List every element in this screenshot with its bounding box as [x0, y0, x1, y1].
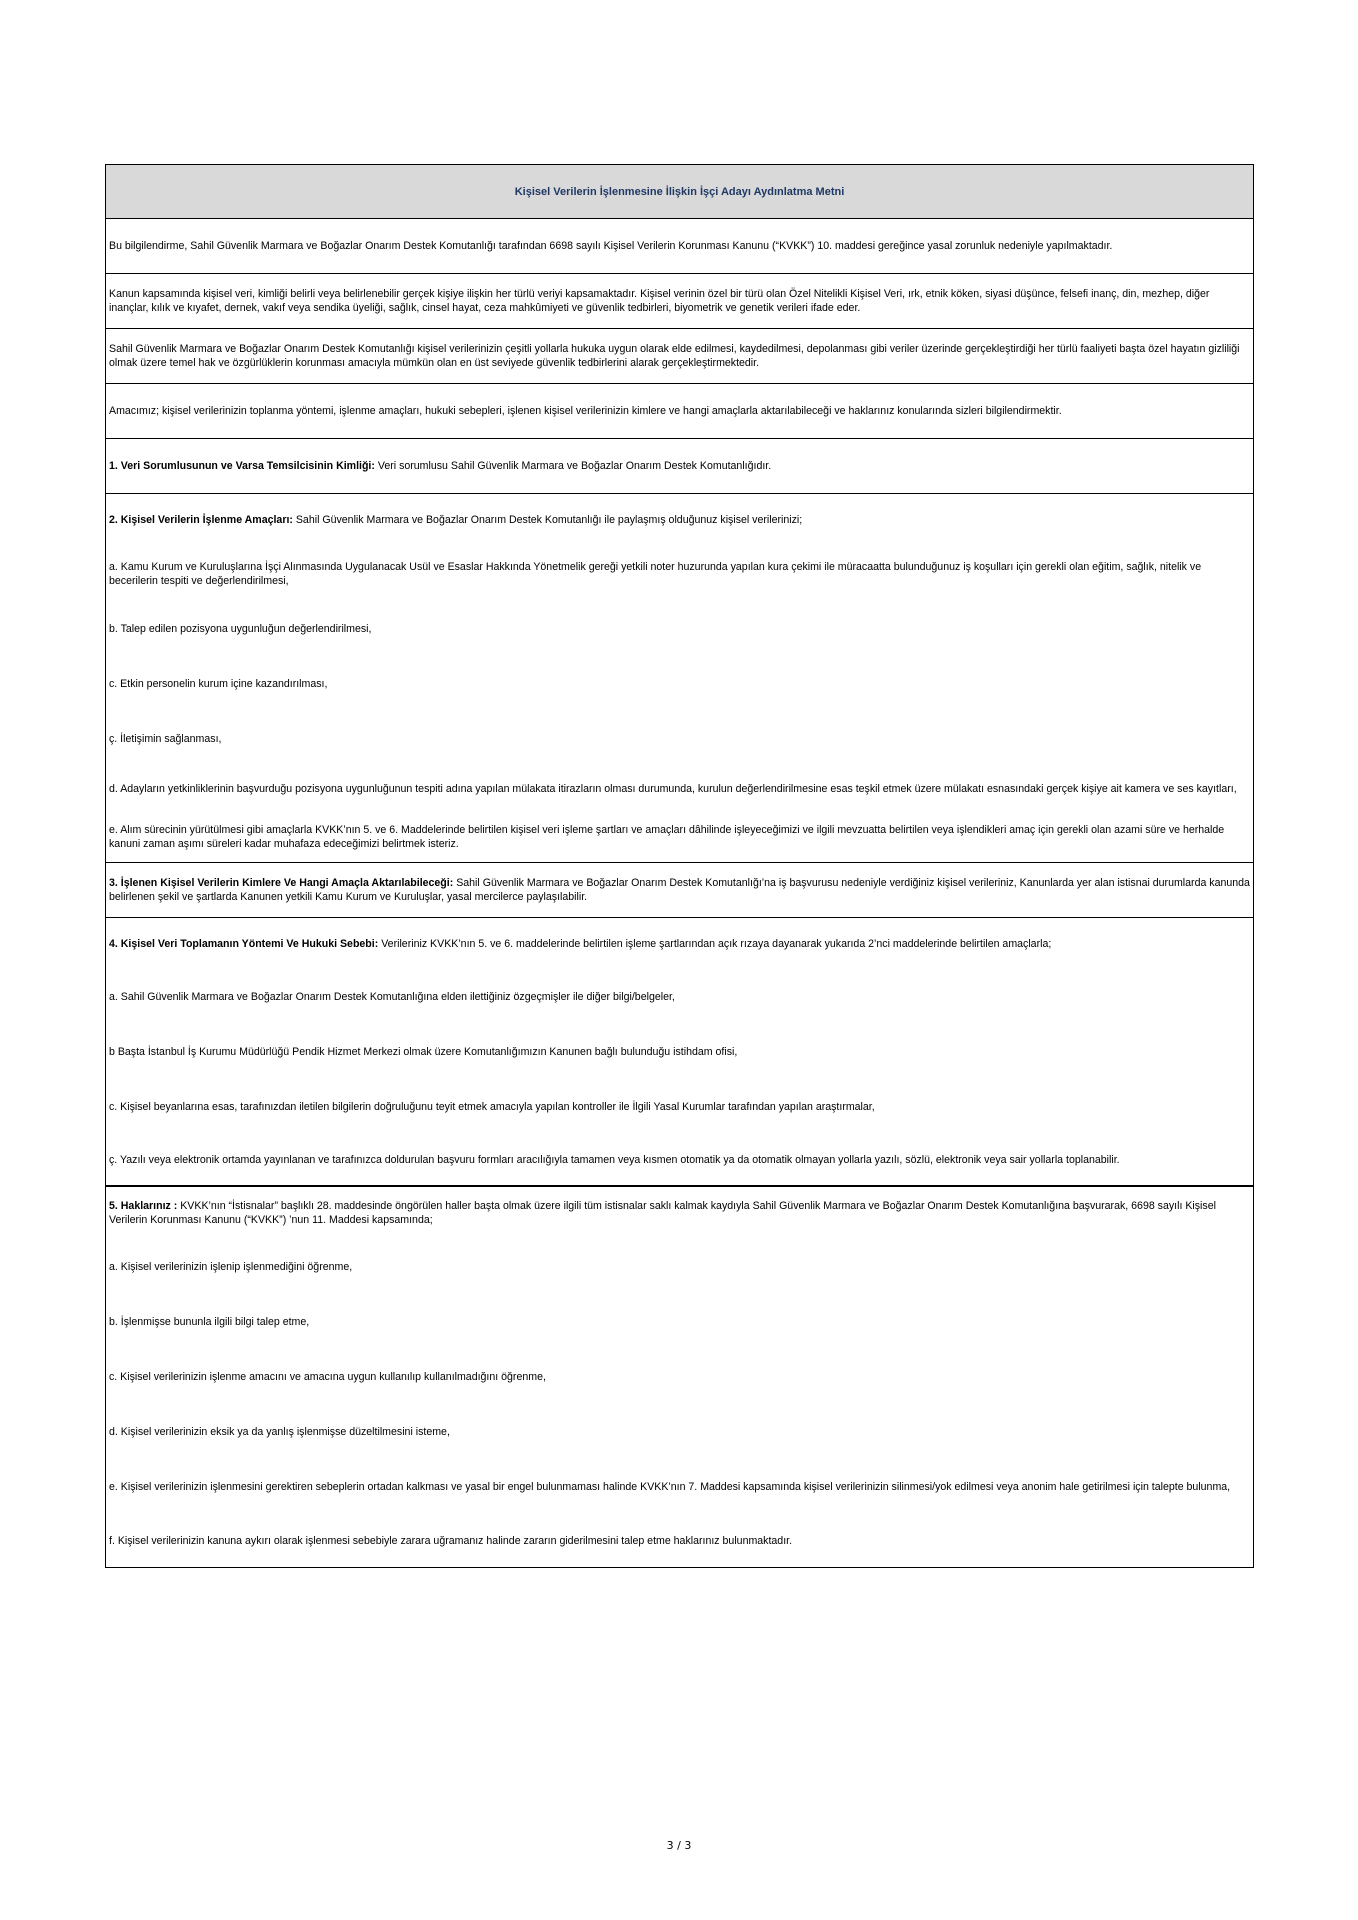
page-number: 3 / 3	[666, 1839, 692, 1852]
section-4-text: Verileriniz KVKK’nın 5. ve 6. maddelerinde belirtilen işleme şartlarından açık rızaya dayanarak yukarıda 2’nci maddelerinde belirtilen amaçlarla;	[378, 937, 1052, 950]
list-item: e. Alım sürecinin yürütülmesi gibi amaçlarla KVKK’nın 5. ve 6. Maddelerinde belirtilen kişisel veri işleme şartları ve amaçları dâhilinde işleyeceğimizi ve ilgili mevzuatta belirtilen veya işlendikleri amaç için gerekli olan azami süre ve herhalde kanuni zaman aşımı süreleri kadar muhafaza edeceğimizi belirtmek isteriz.	[106, 811, 1253, 863]
list-item: ç. Yazılı veya elektronik ortamda yayınlanan ve tarafınızca doldurulan başvuru formları aracılığıyla tamamen veya kısmen otomatik ya da otomatik olmayan yollarla yazılı, sözlü, elektronik veya sair yollarla toplanabilir.	[106, 1134, 1253, 1187]
section-3-text: Sahil Güvenlik Marmara ve Boğazlar Onarım Destek Komutanlığı’na iş başvurusu nedeniyle verdiğiniz kişisel verileriniz, Kanunlarda yer alan istisnai durumlarda kanunda belirlenen şekil ve şartlarda Kanunen yetkili Kamu Kurum ve Kuruluşlar, yasal mercilerce paylaşılabilir.	[109, 877, 1250, 903]
section-2	[106, 494, 1253, 546]
list-item: d. Adayların yetkinliklerinin başvurduğu pozisyona uygunluğunun tespiti adına yapılan mülakata itirazların olması durumunda, kurulun değerlendirilmesine esas teşkil etmek üzere mülakatı esnasındaki gerçek kişiye ait kamera ve ses kayıtları,	[109, 782, 1237, 795]
list-item: c. Etkin personelin kurum içine kazandırılması,	[109, 677, 328, 690]
list-item: c. Kişisel beyanlarına esas, tarafınızdan iletilen bilgilerin doğruluğunu teyit etmek amacıyla yapılan kontroller ile İlgili Yasal Kurumlar tarafından yapılan araştırmalar,	[109, 1100, 875, 1113]
list-item: a. Kamu Kurum ve Kuruluşlarına İşçi Alınmasında Uygulanacak Usül ve Esaslar Hakkında Yönetmelik gereği yetkili noter huzurunda yapılan kura çekimi ile müracaatta bulunduğunuz iş koşulları için gerekli olan eğitim, sağlık, nitelik ve becerilerin tespiti ve değerlendirilmesi,	[109, 560, 1202, 587]
section-4	[106, 918, 1253, 969]
section-2-heading: 2. Kişisel Verilerin İşlenme Amaçları:	[109, 514, 293, 526]
section-1	[106, 439, 1253, 494]
notice-table	[105, 164, 1254, 1568]
list-item: b. İşlenmişse bununla ilgili bilgi talep etme,	[109, 1315, 310, 1328]
list-item: a. Sahil Güvenlik Marmara ve Boğazlar Onarım Destek Komutanlığına elden ilettiğiniz özgeçmişler ile diğer bilgi/belgeler,	[109, 990, 675, 1003]
intro-row: Kanun kapsamında kişisel veri, kimliği belirli veya belirlenebilir gerçek kişiye ilişkin her türlü veriyi kapsamaktadır. Kişisel verinin özel bir türü olan Özel Nitelikli Kişisel Veri, ırk, etnik köken, siyasi düşünce, felsefi inanç, din, mezhep, diğer inançlar, kılık ve kıyafet, dernek, vakıf veya sendika üyeliği, sağlık, cinsel hayat, ceza mahkûmiyeti ve güvenlik tedbirleri, biyometrik ve genetik verileri ifade eder.	[106, 274, 1253, 329]
list-item: e. Kişisel verilerinizin işlenmesini gerektiren sebeplerin ortadan kalkması ve yasal bir engel bulunmaması halinde KVKK’nın 7. Maddesi kapsamında kişisel verilerinizin silinmesi/yok edilmesi veya anonim hale getirilmesi için talepte bulunma,	[109, 1480, 1231, 1493]
section-3-heading: 3. İşlenen Kişisel Verilerin Kimlere Ve Hangi Amaçla Aktarılabileceği:	[109, 877, 454, 889]
section-1-heading: 1. Veri Sorumlusunun ve Varsa Temsilcisinin Kimliği:	[109, 460, 375, 472]
list-item: b. Talep edilen pozisyona uygunluğun değerlendirilmesi,	[109, 622, 372, 635]
list-item: ç. İletişimin sağlanması,	[109, 732, 222, 745]
intro-row: Amacımız; kişisel verilerinizin toplanma yöntemi, işlenme amaçları, hukuki sebepleri, işlenen kişisel verilerinizin kimlere ve hangi amaçlarla aktarılabileceği ve haklarınız konularında sizleri bilgilendirmektir.	[106, 384, 1253, 439]
list-item: b Başta İstanbul İş Kurumu Müdürlüğü Pendik Hizmet Merkezi olmak üzere Komutanlığımızın Kanunen bağlı bulunduğu istihdam ofisi,	[109, 1045, 738, 1058]
section-5	[106, 1187, 1253, 1239]
section-1-text: Veri sorumlusu Sahil Güvenlik Marmara ve Boğazlar Onarım Destek Komutanlığıdır.	[374, 460, 772, 472]
section-5-heading: 5. Haklarınız :	[109, 1200, 178, 1212]
list-item: d. Kişisel verilerinizin eksik ya da yanlış işlenmişse düzeltilmesini isteme,	[109, 1425, 450, 1438]
intro-row: Bu bilgilendirme, Sahil Güvenlik Marmara ve Boğazlar Onarım Destek Komutanlığı tarafından 6698 sayılı Kişisel Verilerin Korunması Kanunu (“KVKK”) 10. maddesi gereğince yasal zorunluk nedeniyle yapılmaktadır.	[106, 219, 1253, 274]
document-title: Kişisel Verilerin İşlenmesine İlişkin İşçi Adayı Aydınlatma Metni	[106, 165, 1253, 219]
list-item: f. Kişisel verilerinizin kanuna aykırı olarak işlenmesi sebebiyle zarara uğramanız halinde zararın giderilmesini talep etme haklarınız bulunmaktadır.	[106, 1514, 1253, 1568]
section-2-text: Sahil Güvenlik Marmara ve Boğazlar Onarım Destek Komutanlığı ile paylaşmış olduğunuz kişisel verilerinizi;	[292, 514, 803, 526]
section-4-heading: 4. Kişisel Veri Toplamanın Yöntemi Ve Hukuki Sebebi:	[109, 937, 379, 950]
section-3	[106, 863, 1253, 918]
intro-row: Sahil Güvenlik Marmara ve Boğazlar Onarım Destek Komutanlığı kişisel verilerinizin çeşitli yollarla hukuka uygun olarak elde edilmesi, kaydedilmesi, depolanması gibi veriler üzerinde gerçekleştirdiği her türlü faaliyeti başta özel hayatın gizliliği olmak üzere temel hak ve özgürlüklerin korunması amacıyla mümkün olan en üst seviyede güvenlik tedbirlerini alarak gerçekleştirmektedir.	[106, 329, 1253, 384]
list-item: a. Kişisel verilerinizin işlenip işlenmediğini öğrenme,	[109, 1260, 353, 1273]
list-item: c. Kişisel verilerinizin işlenme amacını ve amacına uygun kullanılıp kullanılmadığını öğrenme,	[109, 1370, 546, 1383]
section-5-text: KVKK’nın “İstisnalar” başlıklı 28. maddesinde öngörülen haller başta olmak üzere ilgili tüm istisnalar saklı kalmak kaydıyla Sahil Güvenlik Marmara ve Boğazlar Onarım Destek Komutanlığına başvurarak, 6698 sayılı Kişisel Verilerin Korunması Kanunu (“KVKK”) ’nun 11. Maddesi kapsamında;	[109, 1200, 1216, 1226]
